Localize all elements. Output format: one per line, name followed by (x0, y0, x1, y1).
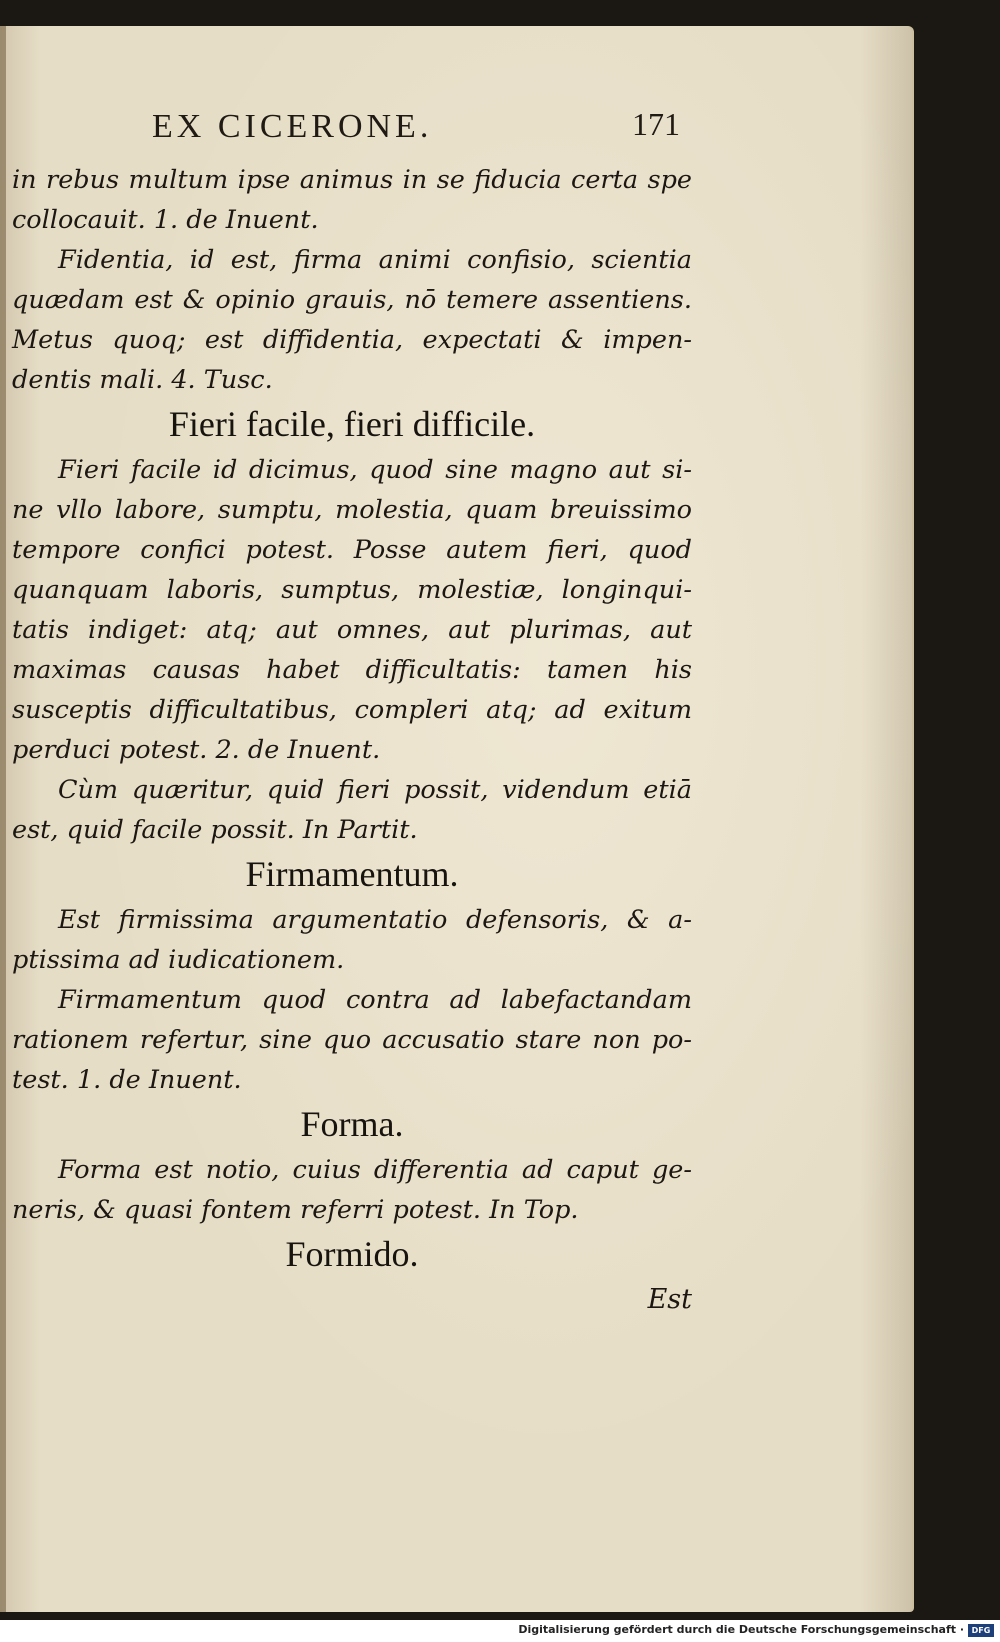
text-line: test. 1. de Inuent. (12, 1065, 242, 1095)
funding-credit: Digitalisierung gefördert durch die Deutsche Forschungsgemeinschaft · (518, 1623, 964, 1636)
text-line: tatis indiget: atq; aut omnes, aut plurimas, aut (12, 615, 692, 645)
text-line: Cùm quæritur, quid fieri possit, videndum etiā (58, 775, 692, 805)
text-line: tempore confici potest. Posse autem fieri, quod (12, 535, 692, 565)
section-heading-fieri: Fieri facile, fieri difficile. (168, 404, 536, 444)
text-line: susceptis difficultatibus, compleri atq; ad exitum (12, 695, 692, 725)
text-line: rationem refertur, sine quo accusatio stare non po- (12, 1025, 692, 1055)
text-line: maximas causas habet difficultatis: tamen his (12, 655, 692, 685)
page-number: 171 (632, 106, 680, 142)
section-heading-firmamentum: Firmamentum. (245, 854, 459, 894)
digitization-footer (0, 1620, 1000, 1642)
page-body (12, 160, 692, 1320)
text-line: Firmamentum quod contra ad labefactandam (58, 985, 692, 1015)
text-line: collocauit. 1. de Inuent. (12, 205, 319, 235)
text-line: quædam est & opinio grauis, nō temere assentiens. (12, 285, 692, 315)
text-line: Metus quoq; est diffidentia, expectati & impen- (12, 325, 692, 355)
section-heading-forma: Forma. (300, 1104, 404, 1144)
section-heading-formido: Formido. (285, 1234, 419, 1274)
text-line: Fidentia, id est, firma animi confisio, scientia (58, 245, 692, 275)
text-line: perduci potest. 2. de Inuent. (12, 735, 381, 765)
text-line: Est firmissima argumentatio defensoris, & a- (58, 905, 692, 935)
text-line: neris, & quasi fontem referri potest. In Top. (12, 1195, 579, 1225)
dfg-logo-icon: DFG (968, 1624, 994, 1637)
text-line: dentis mali. 4. Tusc. (12, 365, 273, 395)
text-line: est, quid facile possit. In Partit. (12, 815, 418, 845)
text-line: ne vllo labore, sumptu, molestia, quam breuissimo (12, 495, 692, 525)
catchword: Est (647, 1284, 692, 1315)
page-header (0, 106, 912, 154)
text-line: in rebus multum ipse animus in se fiducia certa spe (12, 165, 692, 195)
text-line: ptissima ad iudicationem. (12, 945, 345, 975)
text-line: Forma est notio, cuius differentia ad caput ge- (58, 1155, 692, 1185)
text-line: Fieri facile id dicimus, quod sine magno aut si- (58, 455, 692, 485)
page-gutter-shadow (0, 26, 6, 1612)
running-title: EX CICERONE. (152, 108, 433, 145)
text-line: quanquam laboris, sumptus, molestiæ, longinqui- (12, 575, 692, 605)
